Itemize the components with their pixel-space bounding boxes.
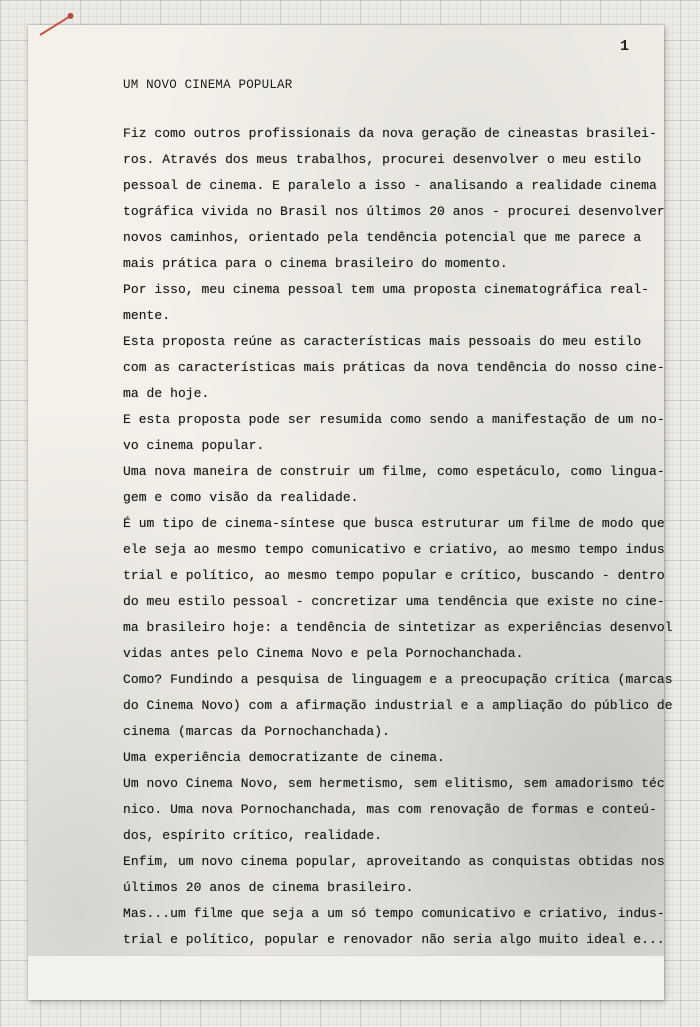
text-line: do meu estilo pessoal - concretizar uma tendência que existe no cine- <box>123 594 665 609</box>
text-line: trial e político, ao mesmo tempo popular e crítico, buscando - dentro <box>123 568 665 583</box>
text-line: Fiz como outros profissionais da nova geração de cineastas brasilei- <box>123 126 657 141</box>
text-line: com as características mais práticas da nova tendência do nosso cine- <box>123 360 665 375</box>
text-line: gem e como visão da realidade. <box>123 490 359 505</box>
text-line: Mas...um filme que seja a um só tempo comunicativo e criativo, indus- <box>123 906 665 921</box>
text-line: dos, espírito crítico, realidade. <box>123 828 383 843</box>
text-line: Como? Fundindo a pesquisa de linguagem e a preocupação crítica (marcas <box>123 672 673 687</box>
text-line: Uma nova maneira de construir um filme, como espetáculo, como lingua- <box>123 464 665 479</box>
text-line: mais prática para o cinema brasileiro do momento. <box>123 256 508 271</box>
text-line: Uma experiência democratizante de cinema. <box>123 750 445 765</box>
page-number: 1 <box>620 38 630 55</box>
text-line: mente. <box>123 308 171 323</box>
text-line: vo cinema popular. <box>123 438 265 453</box>
text-line: trial e político, popular e renovador não seria algo muito ideal e... <box>123 932 665 947</box>
text-line: ma de hoje. <box>123 386 210 401</box>
text-line: pessoal de cinema. E paralelo a isso - analisando a realidade cinema <box>123 178 657 193</box>
text-line: ele seja ao mesmo tempo comunicativo e criativo, ao mesmo tempo indus <box>123 542 665 557</box>
text-line: do Cinema Novo) com a afirmação industrial e a ampliação do público de <box>123 698 673 713</box>
text-line: tográfica vivida no Brasil nos últimos 20 anos - procurei desenvolver <box>123 204 665 219</box>
text-line: últimos 20 anos de cinema brasileiro. <box>123 880 414 895</box>
document-title: UM NOVO CINEMA POPULAR <box>123 78 293 92</box>
text-line: E esta proposta pode ser resumida como sendo a manifestação de um no- <box>123 412 665 427</box>
text-line: cinema (marcas da Pornochanchada). <box>123 724 390 739</box>
text-line: É um tipo de cinema-síntese que busca estruturar um filme de modo que <box>123 516 665 531</box>
text-line: Um novo Cinema Novo, sem hermetismo, sem elitismo, sem amadorismo téc <box>123 776 665 791</box>
text-line: nico. Uma nova Pornochanchada, mas com renovação de formas e conteú- <box>123 802 657 817</box>
text-line: novos caminhos, orientado pela tendência potencial que me parece a <box>123 230 642 245</box>
text-line: ros. Através dos meus trabalhos, procurei desenvolver o meu estilo <box>123 152 642 167</box>
text-line: vidas antes pelo Cinema Novo e pela Pornochanchada. <box>123 646 524 661</box>
text-line: ma brasileiro hoje: a tendência de sintetizar as experiências desenvol <box>123 620 673 635</box>
text-line: Por isso, meu cinema pessoal tem uma proposta cinematográfica real- <box>123 282 650 297</box>
text-line: Esta proposta reúne as características mais pessoais do meu estilo <box>123 334 642 349</box>
text-line: Enfim, um novo cinema popular, aproveitando as conquistas obtidas nos <box>123 854 665 869</box>
document-body <box>123 121 673 953</box>
